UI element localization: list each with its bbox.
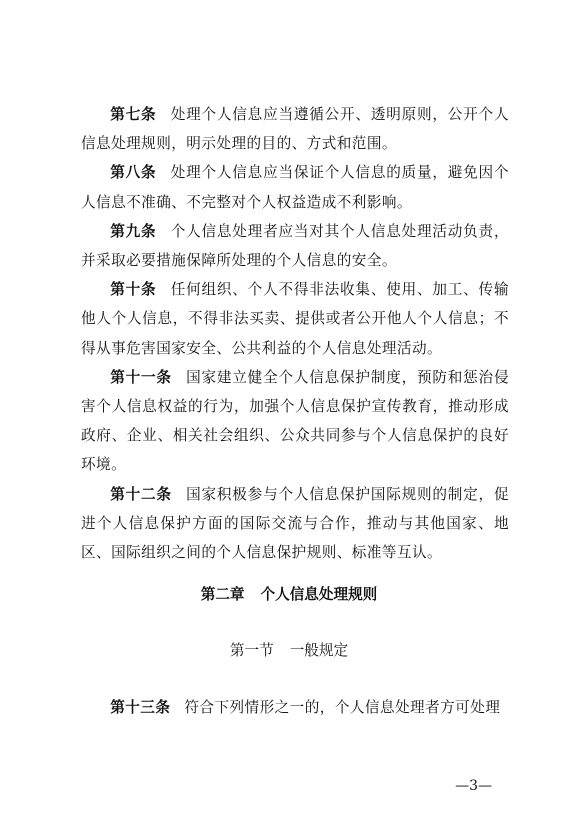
articles-block bbox=[81, 100, 509, 567]
article-9 bbox=[81, 217, 509, 275]
article-8 bbox=[81, 158, 509, 216]
article-10 bbox=[81, 275, 509, 363]
page-number: —3— bbox=[455, 778, 492, 794]
article-11 bbox=[81, 363, 509, 480]
article-13-block bbox=[81, 693, 509, 722]
article-label: 第九条 bbox=[110, 222, 157, 240]
section-heading bbox=[0, 636, 578, 665]
article-text: 任何组织、个人不得非法收集、使用、加工、传输他人个人信息，不得非法买卖、提供或者公开他人个人信息；不得从事危害国家安全、公共利益的个人信息处理活动。 bbox=[81, 281, 509, 357]
chapter-heading bbox=[0, 580, 578, 609]
section-title: 一般规定 bbox=[289, 642, 349, 659]
article-text: 个人信息处理者应当对其个人信息处理活动负责，并采取必要措施保障所处理的个人信息的安全。 bbox=[81, 222, 509, 270]
chapter-title: 个人信息处理规则 bbox=[260, 586, 378, 603]
article-text: 国家积极参与个人信息保护国际规则的制定，促进个人信息保护方面的国际交流与合作，推动与其他国家、地区、国际组织之间的个人信息保护规则、标准等互认。 bbox=[81, 485, 509, 562]
chapter-number: 第二章 bbox=[200, 586, 245, 603]
article-7 bbox=[81, 100, 509, 158]
article-label: 第八条 bbox=[110, 164, 157, 182]
article-label: 第十三条 bbox=[110, 699, 171, 716]
article-text: 国家建立健全个人信息保护制度，预防和惩治侵害个人信息权益的行为，加强个人信息保护宣传教育，推动形成政府、企业、相关社会组织、公众共同参与个人信息保护的良好环境。 bbox=[81, 368, 509, 474]
article-label: 第十二条 bbox=[110, 485, 172, 503]
article-12 bbox=[81, 480, 509, 568]
article-text: 处理个人信息应当遵循公开、透明原则，公开个人信息处理规则，明示处理的目的、方式和范围。 bbox=[81, 106, 509, 153]
article-text: 符合下列情形之一的，个人信息处理者方可处理 bbox=[184, 699, 501, 716]
article-label: 第十条 bbox=[110, 281, 157, 299]
article-text: 处理个人信息应当保证个人信息的质量，避免因个人信息不准确、不完整对个人权益造成不利影响。 bbox=[81, 164, 509, 211]
article-13 bbox=[81, 693, 509, 722]
article-label: 第十一条 bbox=[110, 368, 172, 386]
article-label: 第七条 bbox=[110, 106, 157, 123]
section-number: 第一节 bbox=[229, 642, 274, 659]
